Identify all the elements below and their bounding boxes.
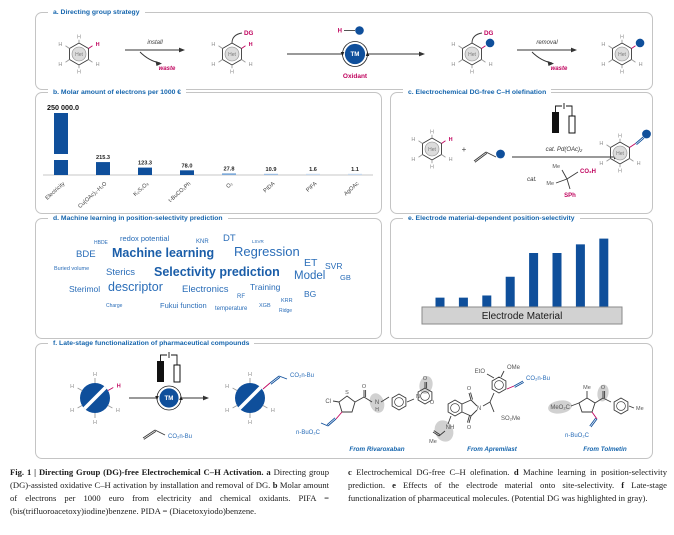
bar	[482, 295, 491, 307]
ester-label: n-BuO₂C	[295, 430, 320, 436]
h-label: H	[225, 384, 230, 390]
bond	[419, 155, 423, 158]
bar	[599, 239, 608, 307]
bond	[78, 388, 82, 391]
cloud-word: KNR	[196, 239, 209, 245]
caption-segment: b	[272, 479, 278, 490]
caption-left-column	[10, 466, 329, 518]
bond	[336, 412, 342, 419]
bar-category-label: AgOAc	[343, 181, 361, 198]
caption-segment: Late-stage functionalization of pharmaceutical molecules. (Potential DG was highlighted in gray).	[348, 479, 667, 503]
bond	[609, 60, 613, 63]
co2h-label: CO₂H	[580, 169, 596, 175]
bond	[155, 430, 165, 435]
caption-segment: d	[513, 467, 519, 477]
cloud-word: redox potential	[120, 234, 170, 243]
h-label: H	[488, 62, 493, 69]
ring-outline	[448, 400, 462, 416]
tm-catalyst-icon	[341, 42, 370, 67]
cloud-word: XGB	[259, 303, 271, 309]
drug-blob	[70, 372, 121, 426]
h-label: H	[230, 69, 234, 76]
caption-segment: Molar amount of electrons per 1000 euro from electricity and chemical oxidants. PIFA = (bis(trifluoroacetoxy)iodine)benzene. PIDA = (Diacetoxyiodo)benzene.	[10, 479, 330, 516]
arrowhead	[419, 52, 425, 57]
bond	[108, 406, 112, 409]
het-ring	[58, 35, 99, 76]
dg-bond	[472, 33, 482, 43]
o-label: O	[422, 376, 428, 382]
h-label: H	[411, 136, 416, 143]
bond	[630, 159, 634, 162]
het-label: Het	[618, 51, 626, 58]
arrowhead	[203, 396, 209, 401]
bar-category-label: Electricity	[44, 181, 67, 202]
het-ring	[601, 35, 644, 76]
n-label: N	[476, 406, 482, 412]
waste-arrow	[140, 52, 160, 63]
h-label: H	[599, 161, 604, 168]
bond	[486, 152, 496, 157]
activated-h-label: H	[448, 136, 453, 143]
h-label: H	[411, 157, 416, 164]
cloud-word: Regression	[234, 244, 300, 259]
removal-label: removal	[536, 40, 558, 46]
panel-d	[35, 215, 382, 339]
h-label: H	[95, 62, 100, 69]
me-label: Me	[552, 164, 560, 170]
cloud-word: Training	[250, 282, 281, 292]
wire	[556, 106, 563, 112]
aromatic-circle	[395, 398, 404, 407]
cloud-word: DT	[223, 233, 236, 244]
h-label: H	[93, 420, 97, 426]
het-label: Het	[428, 146, 436, 153]
cathode	[552, 112, 559, 133]
cloud-word: Machine learning	[112, 246, 215, 260]
bond	[462, 400, 471, 404]
nh-label: NH	[445, 425, 455, 431]
acrylate-label: CO₂n-Bu	[168, 434, 193, 440]
n-label: N	[374, 400, 380, 406]
bar	[264, 174, 278, 175]
panel-e	[390, 215, 653, 339]
tm-label: TM	[164, 395, 174, 402]
bar-category-label: K₂S₂O₈	[132, 181, 151, 198]
bond	[144, 431, 156, 439]
meo2c-label: MeO₂C	[550, 405, 570, 411]
het-ring	[451, 30, 494, 76]
bond	[66, 60, 70, 63]
pharma-structure-rivaroxaban	[296, 375, 435, 453]
bar-value-label: 1.6	[309, 166, 317, 173]
bond	[108, 388, 113, 391]
bond	[474, 152, 486, 161]
me-label: Me	[429, 439, 437, 445]
cloud-word: SVR	[325, 261, 343, 271]
h-label: H	[636, 161, 641, 168]
benzene-ring	[448, 400, 462, 416]
bond	[482, 46, 486, 49]
cloud-word: Selectivity prediction	[154, 265, 280, 279]
het-label: Het	[75, 51, 83, 58]
bar-value-label: 123.3	[138, 160, 152, 167]
thiophene-ring	[339, 396, 355, 412]
het-label: Het	[468, 51, 476, 58]
drug-blob	[225, 372, 275, 426]
bar-category-label: t-BuCO₂Ph	[167, 181, 193, 205]
panel-f	[35, 340, 653, 459]
h-label: H	[601, 62, 606, 69]
bond	[442, 155, 446, 158]
benzene-ring	[614, 398, 628, 414]
h-label: H	[70, 408, 75, 414]
benzene-ring	[492, 377, 506, 393]
plus-sign: +	[461, 145, 467, 154]
bond	[233, 388, 237, 391]
bond	[448, 416, 451, 424]
bar	[529, 253, 538, 307]
h-label: H	[115, 408, 120, 414]
h-label: H	[599, 140, 604, 147]
h-label: H	[248, 62, 253, 69]
panel-d-title: d. Machine learning in position-selectivity prediction	[48, 214, 228, 223]
cloud-word: KRR	[281, 298, 293, 304]
arrowhead	[179, 48, 185, 53]
bond	[279, 376, 287, 379]
cloud-word: descriptor	[108, 280, 163, 294]
bond	[333, 401, 339, 402]
blue-dot	[642, 130, 651, 139]
waste-arrow	[532, 52, 552, 63]
bar	[553, 253, 562, 307]
sph-label: SPh	[564, 193, 576, 199]
panel-e-title: e. Electrode material-dependent position-selectivity	[403, 214, 580, 223]
bond	[242, 60, 246, 63]
waste-label: waste	[158, 66, 176, 72]
bar-category-label: PIDA	[262, 181, 277, 195]
h-label: H	[211, 62, 216, 69]
h-label: H	[470, 69, 474, 76]
bar-value-label: 10.9	[265, 166, 277, 173]
ring-outline	[392, 394, 406, 410]
caption-segment: Fig. 1 | Directing Group (DG)-free Electrochemical C–H Activation.	[10, 467, 267, 477]
o-label: O	[429, 400, 435, 406]
pyrrole-ring	[579, 398, 595, 412]
n-label: N	[416, 394, 420, 400]
ester-label: n-BuO₂C	[564, 433, 589, 439]
me-label: Me	[583, 385, 591, 391]
bond	[607, 159, 611, 162]
bar	[306, 174, 320, 175]
h-label: H	[58, 62, 63, 69]
bar	[54, 113, 68, 154]
bar-value-label: 1.1	[351, 166, 359, 173]
electrode-icon	[552, 103, 575, 133]
bond	[89, 60, 93, 63]
het-ring	[411, 130, 452, 171]
bar	[96, 162, 110, 175]
o-label: O	[600, 385, 606, 391]
bond	[482, 60, 486, 63]
h-label: H	[77, 69, 81, 76]
caption-right-column	[348, 466, 667, 505]
wordcloud-d	[36, 219, 381, 338]
h-label: H	[58, 41, 63, 48]
cloud-word: Model	[294, 270, 326, 282]
panel-b-title: b. Molar amount of electrons per 1000 €	[48, 88, 186, 97]
bar-value-label: 250 000.0	[47, 103, 79, 112]
bar	[576, 244, 585, 307]
bond	[407, 399, 414, 402]
bar	[506, 277, 515, 307]
bar	[222, 173, 236, 175]
h-label: H	[618, 168, 622, 175]
dg-label: DG	[244, 30, 254, 37]
cathode	[157, 361, 164, 382]
cocatalyst-label: cat.	[527, 177, 537, 183]
blue-dot	[636, 39, 645, 48]
bond	[219, 60, 223, 63]
cloud-word: RF	[237, 294, 245, 300]
bond	[630, 144, 636, 148]
bond	[556, 179, 567, 183]
o-label: O	[466, 425, 472, 431]
bond	[89, 46, 93, 49]
bond	[459, 60, 463, 63]
h-label: H	[270, 408, 275, 414]
h-label: H	[620, 34, 624, 41]
h-label: H	[93, 372, 97, 378]
bond	[490, 393, 494, 402]
from-tolmetin-label: From Tolmetin	[583, 446, 627, 453]
h-reagent-label: H	[337, 28, 342, 35]
scheme-a-canvas	[37, 17, 651, 87]
tm-label: TM	[350, 51, 360, 58]
bond	[490, 402, 494, 412]
ring-outline	[492, 377, 506, 393]
product-ester-label: CO₂n-Bu	[290, 373, 315, 379]
h-label: H	[248, 372, 252, 378]
bond	[263, 383, 270, 389]
waste-label: waste	[550, 66, 568, 72]
bond	[66, 46, 70, 49]
het-label: Het	[616, 150, 624, 157]
bond	[507, 386, 514, 389]
h-label: H	[448, 157, 453, 164]
me-label: Me	[546, 181, 554, 187]
bond	[143, 430, 155, 438]
dg-bond	[232, 33, 242, 43]
cloud-word: LSVR	[252, 239, 264, 244]
cloud-word: BG	[304, 289, 317, 299]
h-label: H	[225, 408, 230, 414]
bar-value-label: 215.3	[96, 155, 110, 162]
bond	[419, 141, 423, 144]
caption-segment: e	[392, 479, 396, 490]
tm-catalyst-icon	[155, 386, 183, 410]
pd-catalyst-label: cat. Pd(OAc)₂	[545, 147, 583, 153]
eto-label: EtO	[474, 369, 485, 375]
bond	[567, 172, 578, 179]
bond	[78, 406, 82, 409]
panel-f-title: f. Late-stage functionalization of pharmaceutical compounds	[48, 339, 254, 348]
caption-segment: Machine learning in position-selectivity prediction.	[348, 467, 667, 490]
h-label: H	[211, 41, 216, 48]
panel-c	[390, 89, 653, 214]
bond	[632, 46, 636, 49]
bond	[475, 153, 487, 162]
bar-category-label: PIFA	[305, 181, 319, 194]
electrode-icon	[157, 352, 180, 382]
cloud-word: temperature	[215, 306, 248, 312]
bar-value-label: 78.0	[181, 163, 193, 170]
caption-segment: a	[266, 467, 271, 477]
het-ring	[211, 30, 253, 76]
bar-value-label: 27.8	[223, 166, 235, 173]
activated-h-label: H	[248, 41, 253, 48]
install-label: install	[147, 40, 163, 46]
bond	[442, 141, 446, 144]
cloud-word: Sterics	[106, 267, 136, 278]
bond	[233, 406, 237, 409]
bond	[483, 402, 490, 406]
aromatic-circle	[495, 381, 504, 390]
panel-a-title: a. Directing group strategy	[48, 8, 145, 17]
oxidant-label: Oxidant	[342, 73, 368, 80]
h-label: H	[430, 129, 434, 136]
bond	[562, 170, 567, 179]
bond	[263, 406, 267, 409]
h-label: H	[375, 407, 379, 413]
h-label: H	[248, 420, 252, 426]
h-label: H	[601, 41, 606, 48]
pharma-structure-tolmetin	[547, 384, 643, 453]
o-label: O	[361, 384, 367, 390]
h-label: H	[638, 62, 643, 69]
me-label: Me	[636, 406, 644, 412]
activated-h-label: H	[116, 383, 121, 390]
bar	[138, 168, 152, 175]
wire	[161, 355, 168, 361]
bond	[487, 374, 494, 378]
cloud-word: Charge	[106, 303, 123, 309]
cloud-word: Buried volume	[54, 266, 90, 272]
bond	[219, 46, 223, 49]
bar-category-label: O₂	[225, 181, 235, 190]
cloud-word: HBDE	[94, 240, 108, 246]
h-label: H	[620, 69, 624, 76]
bond	[607, 145, 611, 148]
cloud-word: BDE	[76, 249, 96, 260]
scheme-c-canvas	[392, 97, 651, 209]
bar	[436, 298, 445, 307]
o-label: O	[466, 386, 472, 392]
caption-segment: Directing group (DG)-assisted oxidative C–H activation by installation and removal of DG.	[10, 467, 329, 490]
bar	[348, 174, 362, 175]
panel-b	[35, 89, 382, 214]
bond	[592, 412, 597, 419]
bond	[609, 46, 613, 49]
chart-e-canvas	[392, 223, 651, 335]
h-label: H	[451, 62, 456, 69]
dg-label: DG	[484, 30, 494, 37]
so2me-label: SO₂Me	[501, 416, 521, 422]
cloud-word: Electronics	[182, 284, 229, 295]
anode	[569, 116, 575, 133]
cloud-word: ET	[304, 257, 318, 269]
bond	[459, 46, 463, 49]
caption-segment: c	[348, 467, 352, 477]
caption-segment: Electrochemical DG-free C–H olefination.	[351, 467, 514, 477]
panel-c-title: c. Electrochemical DG-free C–H olefination	[403, 88, 551, 97]
caption-segment: f	[621, 479, 625, 490]
aromatic-circle	[617, 402, 626, 411]
cloud-word: Fukui function	[160, 301, 207, 310]
cl-label: Cl	[325, 399, 331, 405]
anode	[174, 365, 180, 382]
bond	[632, 60, 636, 63]
arrowhead	[571, 48, 577, 53]
pharma-structure-apremilast	[429, 365, 550, 453]
h-label: H	[618, 133, 622, 140]
blue-dot	[496, 150, 505, 159]
scheme-f-canvas	[37, 348, 651, 456]
electrode-material-label: Electrode Material	[481, 311, 563, 322]
bar	[180, 170, 194, 175]
bond	[355, 397, 364, 402]
ring-outline	[614, 398, 628, 414]
h-label: H	[77, 34, 81, 41]
from-rivaroxaban-label: From Rivaroxaban	[349, 446, 405, 453]
blue-dot	[486, 39, 495, 48]
wire	[171, 355, 177, 365]
aromatic-circle	[451, 404, 460, 413]
cloud-word: GB	[340, 273, 351, 282]
bond	[242, 46, 246, 49]
ome-label: OMe	[507, 365, 521, 371]
cloud-word: Ridge	[279, 308, 293, 314]
bond	[462, 412, 471, 416]
panel-a	[35, 9, 653, 90]
chart-b-canvas	[37, 97, 379, 210]
bond	[567, 179, 570, 189]
bond	[571, 403, 579, 406]
h-label: H	[70, 384, 75, 390]
from-apremilast-label: From Apremilast	[467, 446, 517, 453]
benzene-ring	[392, 394, 406, 410]
bond	[501, 371, 504, 377]
bar-category-label: Cu(OAc)₂·H₂O	[77, 181, 109, 210]
ester-label: CO₂n-Bu	[526, 376, 551, 382]
blue-dot	[355, 26, 364, 35]
activated-h-label: H	[95, 41, 100, 48]
s-label: S	[345, 390, 349, 396]
bar	[54, 160, 68, 175]
h-label: H	[451, 41, 456, 48]
h-label: H	[430, 164, 434, 171]
bar	[459, 298, 468, 307]
het-label: Het	[228, 51, 236, 58]
caption-segment: Effects of the electrode material onto site-selectivity.	[395, 479, 622, 490]
wire	[566, 106, 572, 116]
bond	[629, 406, 634, 408]
cloud-word: Sterimol	[69, 284, 101, 294]
het-ring	[599, 134, 640, 175]
